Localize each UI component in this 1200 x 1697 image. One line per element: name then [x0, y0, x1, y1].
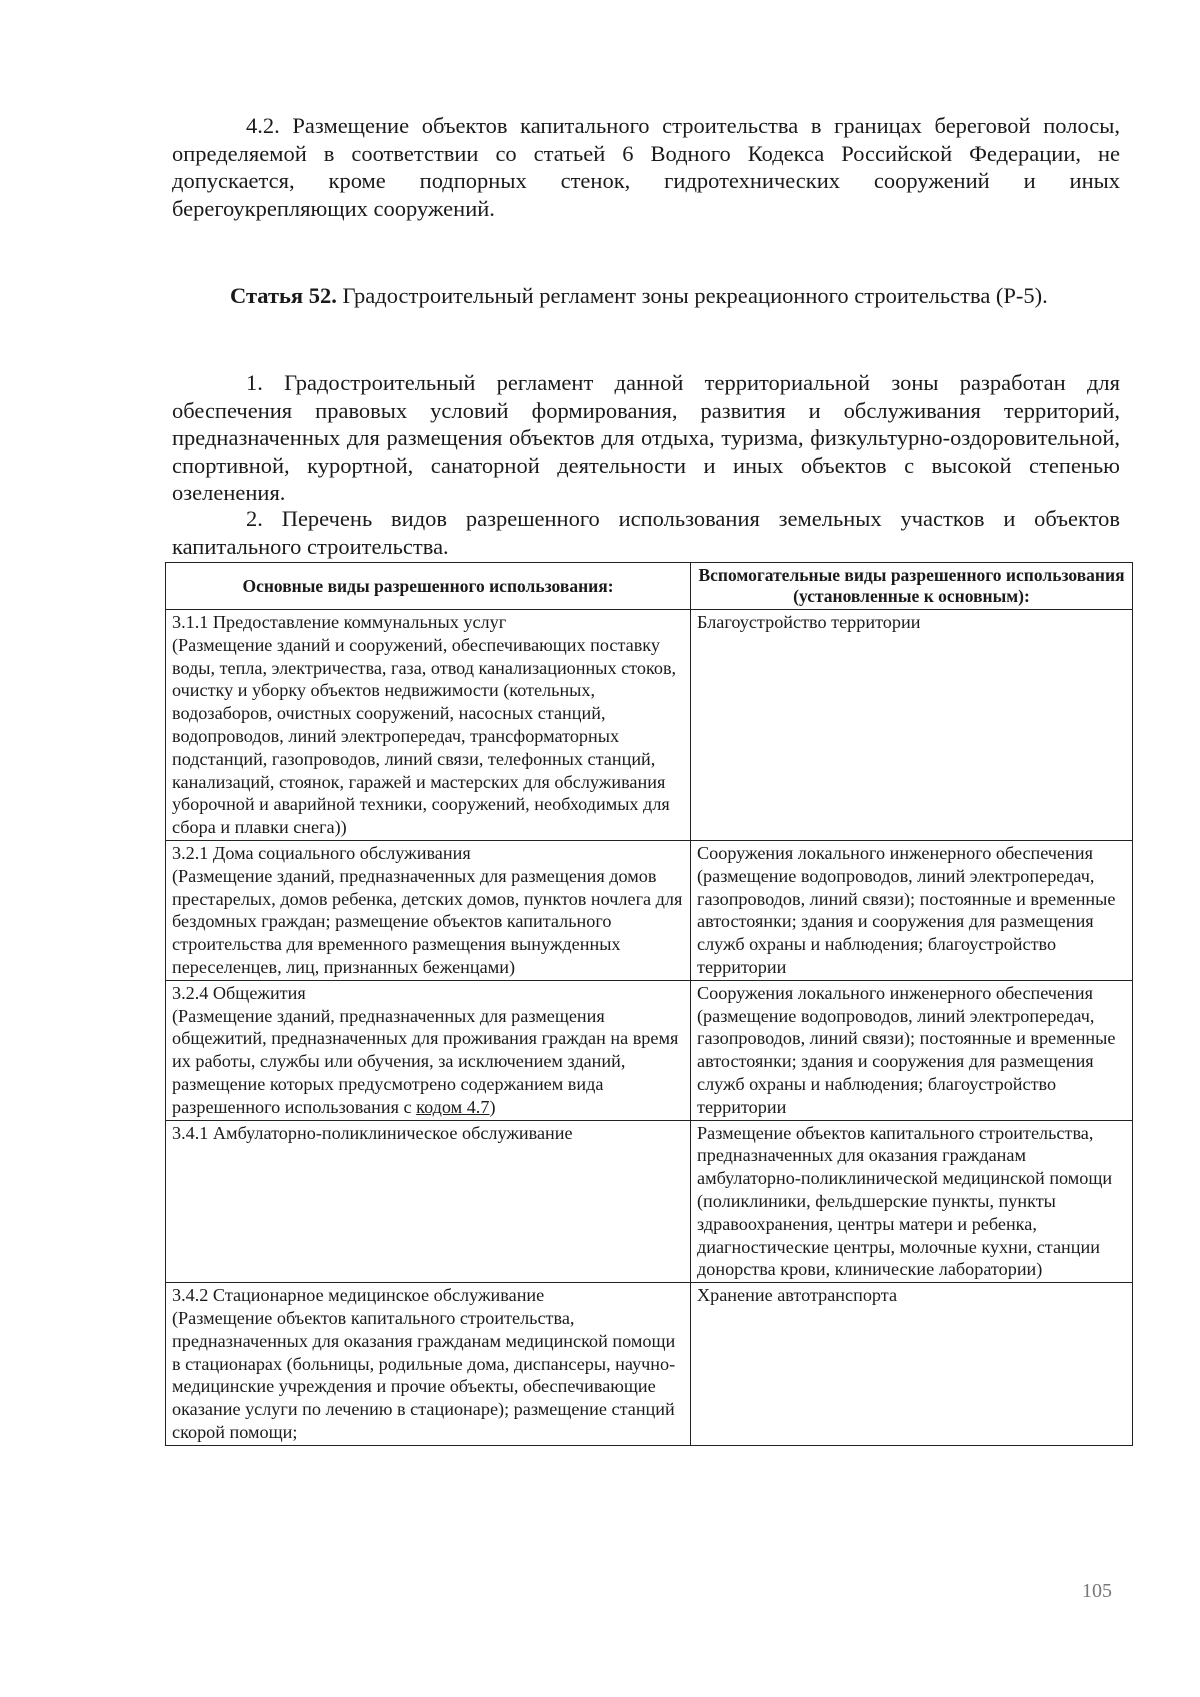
article-label: Статья 52. [230, 283, 337, 308]
main-use-cell [166, 1283, 691, 1446]
paragraph-item-1: 1. Градостроительный регламент данной территориальной зоны разработан для обеспечения правовых условий формирования, развития и обслуживания территорий, предназначенных для размещения объектов для отдыха, туризма, физкультурно-оздоровительной, спортивной, курортной, санаторной деятельности и иных объектов с высокой степенью озеленения. [172, 370, 1120, 505]
table-header-row [166, 563, 1133, 610]
main-use-cell [166, 840, 691, 980]
table-row [166, 1120, 1133, 1283]
table-row [166, 610, 1133, 841]
use-description: (Размещение зданий, предназначенных для размещения домов престарелых, домов ребенка, детских домов, пунктов ночлега для бездомных граждан; размещение объектов капитального строительства для временного размещения вынужденных переселенцев, лиц, признанных беженцами) [172, 865, 683, 977]
paragraph-4-2: 4.2. Размещение объектов капитального строительства в границах береговой полосы, определяемой в соответствии со статьей 6 Водного Кодекса Российской Федерации, не допускается, кроме подпорных стенок, гидротехнических сооружений и иных берегоукрепляющих сооружений. [172, 113, 1120, 221]
page-number: 105 [1082, 1580, 1112, 1602]
use-title: 3.1.1 Предоставление коммунальных услуг [172, 612, 507, 632]
use-description [172, 1005, 686, 1119]
header-aux-uses: Вспомогательные виды разрешенного использования (установленные к основным): [691, 563, 1133, 610]
aux-use-cell: Хранение автотранспорта [691, 1283, 1133, 1446]
article-heading [172, 282, 1120, 310]
use-title: 3.2.4 Общежития [172, 982, 306, 1003]
paragraph-item-2: 2. Перечень видов разрешенного использования земельных участков и объектов капитального строительства. [172, 506, 1120, 559]
aux-use-cell: Сооружения локального инженерного обеспечения (размещение водопроводов, линий электропередач, газопроводов, линий связи); постоянные и временные автостоянки; здания и сооружения для размещения служб охраны и наблюдения; благоустройство территории [691, 840, 1133, 980]
use-title: 3.2.1 Дома социального обслуживания [172, 842, 471, 863]
header-main-uses: Основные виды разрешенного использования: [166, 563, 691, 610]
aux-use-cell: Благоустройство территории [691, 610, 1133, 841]
permitted-use-table [165, 562, 1133, 1446]
use-description-text: (Размещение зданий, предназначенных для размещения общежитий, предназначенных для проживания граждан на время их работы, службы или обучения, за исключением зданий, размещение которых предусмотрено содержанием вида разрешенного использования с [172, 1005, 679, 1117]
article-title: Градостроительный регламент зоны рекреационного строительства (Р-5). [342, 283, 1048, 308]
table-row [166, 1283, 1133, 1446]
main-use-cell [166, 1120, 691, 1283]
table-row [166, 840, 1133, 980]
table-row [166, 980, 1133, 1120]
use-description: (Размещение зданий и сооружений, обеспечивающих поставку воды, тепла, электричества, газа, отвод канализационных стоков, очистку и уборку объектов недвижимости (котельных, водозаборов, очистных сооружений, насосных станций, водопроводов, линий электропередач, трансформаторных подстанций, газопроводов, линий связи, телефонных станций, канализаций, стоянок, гаражей и мастерских для обслуживания уборочной и аварийной техники, сооружений, необходимых для сбора и плавки снега)) [172, 634, 677, 838]
aux-use-cell: Размещение объектов капитального строительства, предназначенных для оказания гражданам амбулаторно-поликлинической медицинской помощи (поликлиники, фельдшерские пункты, пункты здравоохранения, центры матери и ребенка, диагностические центры, молочные кухни, станции донорства крови, клинические лаборатории) [691, 1120, 1133, 1283]
code-link[interactable]: кодом 4.7 [416, 1096, 490, 1117]
use-description: (Размещение объектов капитального строительства, предназначенных для оказания гражданам медицинской помощи в стационарах (больницы, родильные дома, диспансеры, научно-медицинские учреждения и прочие объекты, обеспечивающие оказание услуги по лечению в стационаре); размещение станций скорой помощи; [172, 1307, 676, 1442]
aux-use-cell: Сооружения локального инженерного обеспечения (размещение водопроводов, линий электропередач, газопроводов, линий связи); постоянные и временные автостоянки; здания и сооружения для размещения служб охраны и наблюдения; благоустройство территории [691, 980, 1133, 1120]
use-description-tail: ) [489, 1096, 496, 1117]
main-use-cell [166, 610, 691, 841]
use-title: 3.4.2 Стационарное медицинское обслуживание [172, 1285, 545, 1306]
use-title: 3.4.1 Амбулаторно-поликлиническое обслуживание [172, 1122, 573, 1143]
main-use-cell [166, 980, 691, 1120]
